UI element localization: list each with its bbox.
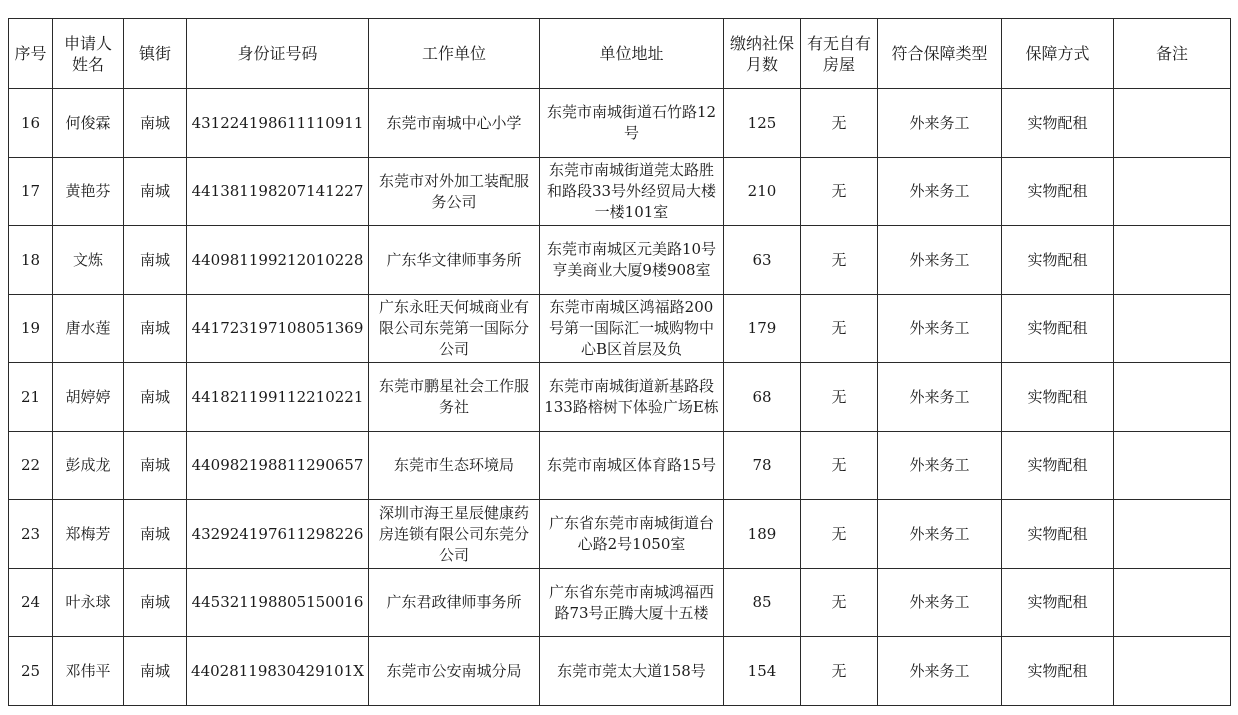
table-row [9,363,1231,432]
cell-id-number: 441381198207141227 [187,158,369,226]
table-row [9,158,1231,226]
cell-town: 南城 [124,295,187,363]
cell-applicant-name: 胡婷婷 [53,363,124,432]
cell-social-security-months: 189 [724,500,801,569]
cell-employer-address: 东莞市南城区体育路15号 [540,432,724,500]
cell-eligible-type: 外来务工 [878,363,1002,432]
cell-employer: 广东永旺天何城商业有限公司东莞第一国际分公司 [369,295,540,363]
table-row [9,569,1231,637]
table-row [9,637,1231,706]
header-housing-mode: 保障方式 [1002,19,1114,89]
cell-id-number: 44028119830429101X [187,637,369,706]
cell-employer-address: 东莞市南城街道莞太路胜和路段33号外经贸局大楼一楼101室 [540,158,724,226]
cell-eligible-type: 外来务工 [878,432,1002,500]
cell-employer-address: 东莞市南城区元美路10号亨美商业大厦9楼908室 [540,226,724,295]
cell-town: 南城 [124,569,187,637]
cell-housing-mode: 实物配租 [1002,226,1114,295]
table-row [9,500,1231,569]
cell-applicant-name: 郑梅芳 [53,500,124,569]
table-body [9,89,1231,706]
cell-id-number: 440982198811290657 [187,432,369,500]
cell-housing-mode: 实物配租 [1002,295,1114,363]
cell-eligible-type: 外来务工 [878,500,1002,569]
header-own-house-line1: 有无自有 [806,33,871,53]
header-applicant-name [53,19,124,89]
header-applicant-name-line2: 姓名 [71,54,104,74]
header-own-house [801,19,878,89]
table-row [9,89,1231,158]
cell-employer-address: 东莞市莞太大道158号 [540,637,724,706]
cell-town: 南城 [124,637,187,706]
cell-note [1114,226,1231,295]
cell-employer: 深圳市海王星辰健康药房连锁有限公司东莞分公司 [369,500,540,569]
cell-employer-address: 东莞市南城街道石竹路12号 [540,89,724,158]
cell-applicant-name: 文炼 [53,226,124,295]
cell-employer: 广东君政律师事务所 [369,569,540,637]
cell-note [1114,89,1231,158]
cell-social-security-months: 68 [724,363,801,432]
cell-employer-address: 东莞市南城街道新基路段133路榕树下体验广场E栋 [540,363,724,432]
cell-housing-mode: 实物配租 [1002,432,1114,500]
cell-note [1114,363,1231,432]
cell-social-security-months: 179 [724,295,801,363]
cell-own-house: 无 [801,363,878,432]
cell-seq: 17 [9,158,53,226]
cell-town: 南城 [124,158,187,226]
cell-note [1114,637,1231,706]
header-social-security-months [724,19,801,89]
cell-town: 南城 [124,432,187,500]
header-applicant-name-line1: 申请人 [63,33,112,53]
cell-note [1114,158,1231,226]
cell-id-number: 431224198611110911 [187,89,369,158]
cell-employer: 东莞市公安南城分局 [369,637,540,706]
cell-town: 南城 [124,89,187,158]
header-eligible-type: 符合保障类型 [878,19,1002,89]
cell-employer-address: 广东省东莞市南城鸿福西路73号正腾大厦十五楼 [540,569,724,637]
cell-employer-address: 东莞市南城区鸿福路200号第一国际汇一城购物中心B区首层及负 [540,295,724,363]
cell-own-house: 无 [801,637,878,706]
cell-id-number: 432924197611298226 [187,500,369,569]
cell-applicant-name: 唐水莲 [53,295,124,363]
cell-own-house: 无 [801,500,878,569]
header-note: 备注 [1114,19,1231,89]
cell-seq: 16 [9,89,53,158]
cell-note [1114,432,1231,500]
cell-employer: 东莞市鹏星社会工作服务社 [369,363,540,432]
cell-own-house: 无 [801,432,878,500]
cell-applicant-name: 彭成龙 [53,432,124,500]
cell-seq: 21 [9,363,53,432]
table-row [9,226,1231,295]
cell-note [1114,500,1231,569]
cell-id-number: 441723197108051369 [187,295,369,363]
cell-own-house: 无 [801,158,878,226]
cell-employer-address: 广东省东莞市南城街道台心路2号1050室 [540,500,724,569]
cell-note [1114,295,1231,363]
header-months-line1: 缴纳社保 [729,33,794,53]
cell-social-security-months: 125 [724,89,801,158]
cell-employer: 东莞市南城中心小学 [369,89,540,158]
cell-eligible-type: 外来务工 [878,158,1002,226]
cell-housing-mode: 实物配租 [1002,569,1114,637]
cell-seq: 19 [9,295,53,363]
cell-eligible-type: 外来务工 [878,89,1002,158]
cell-social-security-months: 63 [724,226,801,295]
cell-housing-mode: 实物配租 [1002,363,1114,432]
cell-housing-mode: 实物配租 [1002,637,1114,706]
cell-housing-mode: 实物配租 [1002,158,1114,226]
cell-eligible-type: 外来务工 [878,295,1002,363]
cell-id-number: 440981199212010228 [187,226,369,295]
cell-employer: 广东华文律师事务所 [369,226,540,295]
cell-seq: 18 [9,226,53,295]
header-employer: 工作单位 [369,19,540,89]
cell-eligible-type: 外来务工 [878,226,1002,295]
cell-employer: 东莞市对外加工装配服务公司 [369,158,540,226]
cell-social-security-months: 210 [724,158,801,226]
cell-social-security-months: 85 [724,569,801,637]
cell-applicant-name: 黄艳芬 [53,158,124,226]
cell-id-number: 445321198805150016 [187,569,369,637]
cell-eligible-type: 外来务工 [878,637,1002,706]
header-own-house-line2: 房屋 [822,54,855,74]
cell-own-house: 无 [801,569,878,637]
cell-seq: 24 [9,569,53,637]
cell-own-house: 无 [801,89,878,158]
header-months-line2: 月数 [745,54,778,74]
cell-housing-mode: 实物配租 [1002,89,1114,158]
cell-employer: 东莞市生态环境局 [369,432,540,500]
cell-applicant-name: 邓伟平 [53,637,124,706]
cell-social-security-months: 78 [724,432,801,500]
header-town: 镇街 [124,19,187,89]
cell-town: 南城 [124,226,187,295]
cell-seq: 22 [9,432,53,500]
applicant-table [8,18,1231,706]
cell-own-house: 无 [801,295,878,363]
cell-applicant-name: 叶永球 [53,569,124,637]
cell-own-house: 无 [801,226,878,295]
cell-seq: 23 [9,500,53,569]
table-row [9,295,1231,363]
cell-id-number: 441821199112210221 [187,363,369,432]
cell-social-security-months: 154 [724,637,801,706]
cell-town: 南城 [124,363,187,432]
header-seq: 序号 [9,19,53,89]
cell-town: 南城 [124,500,187,569]
cell-eligible-type: 外来务工 [878,569,1002,637]
header-employer-address: 单位地址 [540,19,724,89]
cell-note [1114,569,1231,637]
cell-seq: 25 [9,637,53,706]
table-row [9,432,1231,500]
header-row [9,19,1231,89]
cell-housing-mode: 实物配租 [1002,500,1114,569]
cell-applicant-name: 何俊霖 [53,89,124,158]
header-id-number: 身份证号码 [187,19,369,89]
